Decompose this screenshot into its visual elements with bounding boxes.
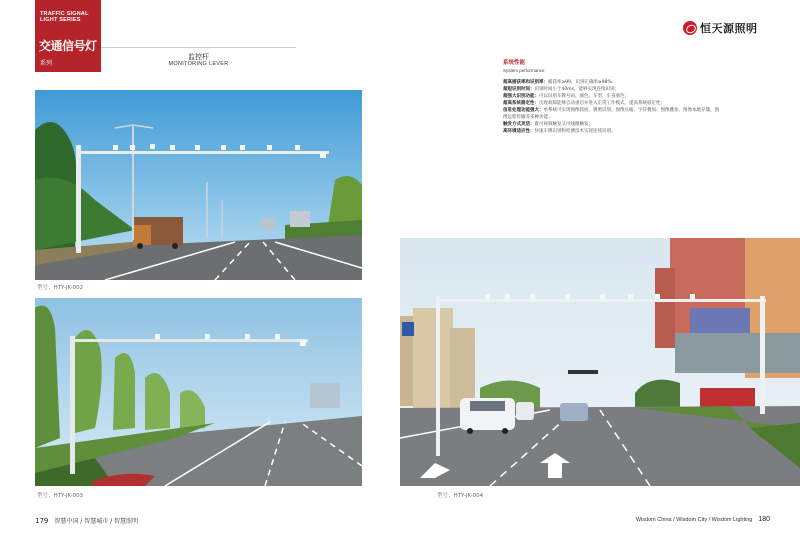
- list-item: [503, 86, 793, 93]
- item-label: 超高捕获率和识别率：: [503, 80, 548, 85]
- brand-name: 恒天源照明: [700, 22, 758, 35]
- section-title: 监控杆: [188, 53, 209, 61]
- item-label: 高环境适应性：: [503, 129, 535, 134]
- item-text: 可以识别车牌号码、颜色、车型、车身颜色；: [539, 94, 629, 99]
- item-text: 快速车牌识别和检测技术实现连续识别。: [534, 129, 616, 134]
- series-badge: [35, 0, 101, 72]
- item-text: 识别时间小于40ms，能够实现连续识别；: [534, 87, 619, 92]
- item-label: 超高系统稳定性：: [503, 101, 539, 106]
- photo-caption: 型号：HTY-JK-004: [437, 493, 484, 499]
- item-text: 单系统可实现图像抓拍、牌照识别、图像压缩、字符叠加、图像叠加、图像本地存储、图: [543, 108, 719, 113]
- list-item: [503, 128, 793, 135]
- list-item: [503, 107, 793, 114]
- badge-chinese-title: 交通信号灯: [39, 39, 97, 53]
- list-item: [503, 79, 793, 86]
- photo-caption: 型号：HTY-JK-002: [37, 285, 84, 291]
- list-item: [503, 121, 793, 128]
- header-rule: [101, 47, 296, 48]
- item-text: 像远程传输等多种功能；: [503, 115, 553, 120]
- page-number-right: 180: [758, 516, 770, 523]
- badge-english: [40, 11, 98, 23]
- performance-heading: 系统性能: [503, 60, 526, 66]
- footer-right: [636, 516, 770, 523]
- list-item: [503, 93, 793, 100]
- system-performance: [503, 58, 793, 135]
- photo-monitoring-pole-jk-004: [400, 238, 800, 486]
- badge-series-label: 系列: [40, 60, 53, 67]
- footer-right-text: Wisdom China / Wisdom City / Wisdom Lighting: [635, 517, 753, 523]
- performance-subheading: System performance: [503, 68, 545, 73]
- photo-monitoring-pole-jk-003: [35, 298, 362, 486]
- item-text: 出现故障能够自动重启并进入正常工作模式，提高系统稳定性；: [539, 101, 665, 106]
- page-number-left: 179: [35, 517, 49, 525]
- performance-list: [503, 79, 793, 135]
- item-label: 超短识别时间：: [503, 87, 535, 92]
- item-text: 捕获率≥99，识别正确率≥98%；: [548, 80, 617, 85]
- footer-left-text: 智慧中国 / 智慧城市 / 智慧照明: [54, 518, 139, 525]
- section-subtitle: MONITORING LEVER: [168, 61, 229, 67]
- item-label: 超强大识别功能：: [503, 94, 539, 99]
- badge-english-line1: TRAFFIC SIGNAL: [40, 11, 89, 17]
- brand-logo-icon: [683, 21, 697, 35]
- photo-monitoring-pole-jk-002: [35, 90, 362, 280]
- brand-logo: [683, 20, 758, 36]
- item-text: 既可视频触发又可线圈触发；: [534, 122, 593, 127]
- item-label: 触发方式灵活：: [503, 122, 535, 127]
- badge-english-line2: LIGHT SERIES: [40, 17, 81, 23]
- list-item: [503, 114, 793, 121]
- photo-caption: 型号：HTY-JK-003: [37, 493, 84, 499]
- list-item: [503, 100, 793, 107]
- footer-left: [35, 516, 138, 525]
- item-label: 信息处理功能强大：: [503, 108, 544, 113]
